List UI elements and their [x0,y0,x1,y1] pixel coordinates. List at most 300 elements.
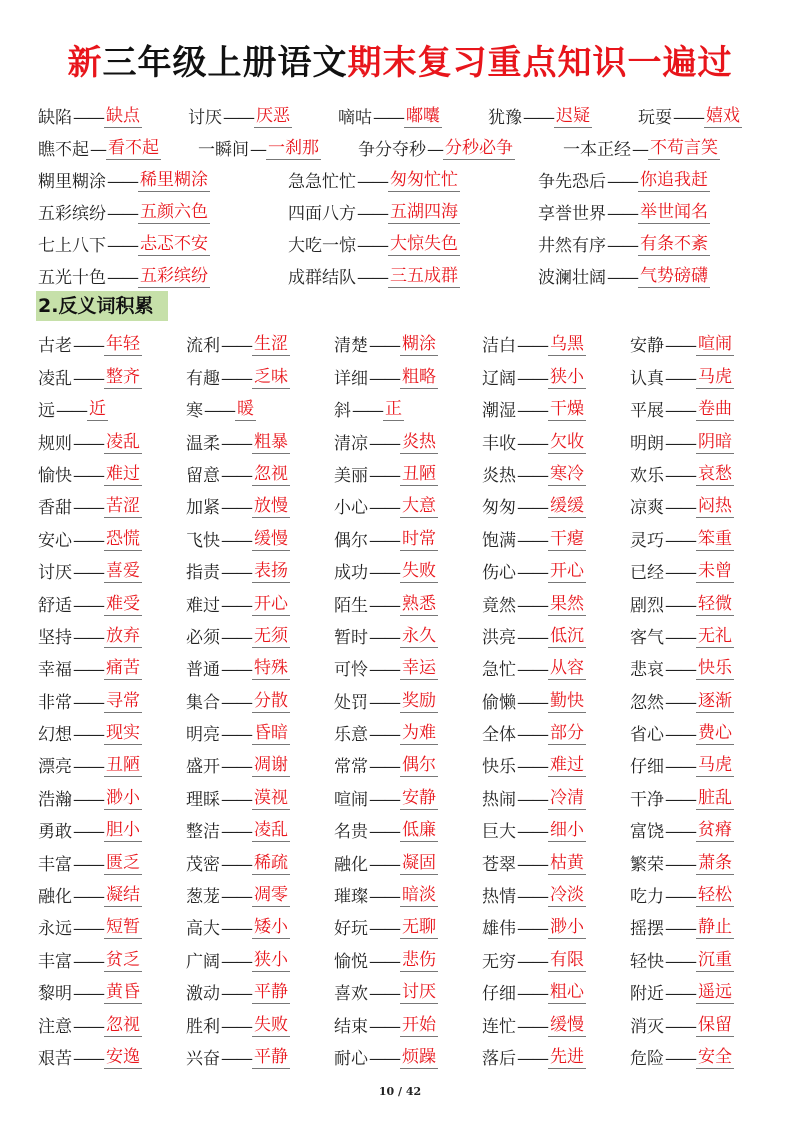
answer-word: 狭小 [252,945,290,972]
answer-word: 粗暴 [252,427,290,454]
answer-word: 痛苦 [104,653,142,680]
dash-separator: —— [665,465,695,486]
word: 热情 [482,887,516,908]
word: 指责 [186,563,220,584]
answer-word: 平静 [252,1042,290,1069]
word: 理睬 [186,789,220,810]
answer-word: 缓缓 [548,491,586,518]
word-pair [186,589,334,616]
dash-separator: —— [357,268,387,288]
word: 有趣 [186,368,220,389]
word-pair [334,556,482,583]
antonyms-row [38,680,778,712]
word-pair [482,589,630,616]
word: 成群结队 [288,268,356,288]
answer-word: 年轻 [104,329,142,356]
word: 清凉 [334,433,368,454]
word-pair [338,101,488,128]
antonyms-row [38,648,778,680]
answer-word: 无聊 [400,912,438,939]
word-pair [334,1042,482,1069]
word: 富饶 [630,822,664,843]
answer-word: 暖 [235,394,256,421]
dash-separator: —— [73,789,103,810]
word-pair [186,977,334,1004]
word: 繁荣 [630,854,664,875]
dash-separator: —— [221,1016,251,1037]
answer-word: 贫瘠 [696,815,734,842]
answer-word: 凌乱 [104,427,142,454]
word-pair [288,197,538,224]
word-pair [563,133,778,160]
answer-word: 马虎 [696,362,734,389]
word: 干净 [630,789,664,810]
answer-word: 矮小 [252,912,290,939]
dash-separator: —— [221,368,251,389]
word-pair [482,329,630,356]
dash-separator: —— [221,757,251,778]
word: 悲哀 [630,660,664,681]
word: 偷懒 [482,692,516,713]
answer-word: 无礼 [696,621,734,648]
answer-word: 缓慢 [252,524,290,551]
word-pair [630,1042,778,1069]
antonyms-row [38,518,778,550]
word-pair [186,1042,334,1069]
answer-word: 凝固 [400,848,438,875]
word-pair [482,653,630,680]
word: 讨厌 [188,108,222,128]
answer-word: 低廉 [400,815,438,842]
word: 仔细 [630,757,664,778]
answer-word: 平静 [252,977,290,1004]
word-pair [482,912,630,939]
word-pair [482,556,630,583]
word: 丰富 [38,854,72,875]
answer-word: 欠收 [548,427,586,454]
dash-separator: —— [221,692,251,713]
dash-separator: —— [73,1048,103,1069]
word-pair [482,977,630,1004]
answer-word: 凋零 [252,880,290,907]
word-pair [482,621,630,648]
dash-separator: —— [517,401,547,422]
word: 艰苦 [38,1048,72,1069]
word-pair [630,912,778,939]
word-pair [38,133,198,160]
word-pair [38,101,188,128]
word-pair [630,394,778,421]
answer-word: 渺小 [104,783,142,810]
dash-separator: —— [517,887,547,908]
word: 辽阔 [482,368,516,389]
word-pair [38,783,186,810]
word-pair [186,524,334,551]
answer-word: 粗心 [548,977,586,1004]
answer-word: 有条不紊 [638,229,710,256]
word: 规则 [38,433,72,454]
answer-word: 匮乏 [104,848,142,875]
word: 嘀咕 [338,108,372,128]
dash-separator: —— [517,627,547,648]
word-pair [38,718,186,745]
word-pair [630,750,778,777]
word: 明朗 [630,433,664,454]
word: 一本正经 [563,140,631,160]
dash-separator: —— [73,660,103,681]
word-pair [186,362,334,389]
synonyms-row [38,96,778,128]
word: 享誉世界 [538,204,606,224]
dash-separator: —— [73,984,103,1005]
dash-separator: —— [523,108,553,128]
answer-word: 安全 [696,1042,734,1069]
dash-separator: —— [665,1016,695,1037]
dash-separator: —— [221,660,251,681]
antonyms-row [38,356,778,388]
dash-separator: —— [517,951,547,972]
dash-separator: —— [369,530,399,551]
word: 美丽 [334,465,368,486]
word: 可怜 [334,660,368,681]
word-pair [334,394,482,421]
word-pair [38,491,186,518]
dash-separator: —— [107,236,137,256]
word: 注意 [38,1016,72,1037]
answer-word: 你追我赶 [638,165,710,192]
dash-separator: — [90,140,105,160]
antonyms-row [38,454,778,486]
antonyms-row [38,616,778,648]
answer-word: 狭小 [548,362,586,389]
dash-separator: —— [665,1048,695,1069]
word: 葱茏 [186,887,220,908]
dash-separator: —— [73,498,103,519]
word-pair [630,524,778,551]
dash-separator: —— [517,757,547,778]
dash-separator: —— [517,725,547,746]
word-pair [38,524,186,551]
answer-word: 喜爱 [104,556,142,583]
word-pair [482,686,630,713]
word: 凉爽 [630,498,664,519]
answer-word: 低沉 [548,621,586,648]
dash-separator: —— [73,530,103,551]
word-pair [334,750,482,777]
dash-separator: —— [369,822,399,843]
answer-word: 整齐 [104,362,142,389]
word-pair [630,945,778,972]
dash-separator: —— [517,692,547,713]
dash-separator: —— [665,854,695,875]
word-pair [38,1042,186,1069]
answer-word: 勤快 [548,686,586,713]
answer-word: 闷热 [696,491,734,518]
word: 普通 [186,660,220,681]
dash-separator: —— [73,887,103,908]
word-pair [334,815,482,842]
word-pair [334,524,482,551]
dash-separator: —— [73,336,103,357]
dash-separator: —— [221,854,251,875]
word: 愉快 [38,465,72,486]
word: 勇敢 [38,822,72,843]
dash-separator: —— [665,627,695,648]
word-pair [38,197,288,224]
dash-separator: —— [369,789,399,810]
word-pair [38,621,186,648]
answer-word: 无须 [252,621,290,648]
word: 成功 [334,563,368,584]
dash-separator: — [632,140,647,160]
answer-word: 奖励 [400,686,438,713]
word: 愉悦 [334,951,368,972]
word: 加紧 [186,498,220,519]
word: 欢乐 [630,465,664,486]
word-pair [334,589,482,616]
dash-separator: —— [357,204,387,224]
word: 远 [38,401,55,422]
answer-word: 枯黄 [548,848,586,875]
dash-separator: —— [369,854,399,875]
answer-word: 失败 [400,556,438,583]
word: 融化 [38,887,72,908]
answer-word: 萧条 [696,848,734,875]
word: 已经 [630,563,664,584]
word-pair [288,229,538,256]
dash-separator: —— [223,108,253,128]
word-pair [186,394,334,421]
word: 忽然 [630,692,664,713]
word: 凌乱 [38,368,72,389]
antonyms-row [38,1037,778,1069]
dash-separator: —— [73,951,103,972]
word-pair [38,427,186,454]
answer-word: 正 [383,394,404,421]
word: 认真 [630,368,664,389]
word: 胜利 [186,1016,220,1037]
answer-word: 生涩 [252,329,290,356]
word: 璀璨 [334,887,368,908]
answer-word: 寒冷 [548,459,586,486]
word: 竟然 [482,595,516,616]
answer-word: 现实 [104,718,142,745]
title-part-3: 期末复习重点知识一遍过 [347,43,733,83]
word: 炎热 [482,465,516,486]
word: 缺陷 [38,108,72,128]
dash-separator: —— [517,563,547,584]
answer-word: 未曾 [696,556,734,583]
word-pair [334,653,482,680]
dash-separator: —— [665,789,695,810]
answer-word: 糊涂 [400,329,438,356]
word: 古老 [38,336,72,357]
antonyms-row [38,777,778,809]
dash-separator: —— [607,268,637,288]
answer-word: 开心 [548,556,586,583]
dash-separator: —— [73,692,103,713]
answer-word: 熟悉 [400,589,438,616]
answer-word: 难受 [104,589,142,616]
word-pair [38,329,186,356]
answer-word: 干瘪 [548,524,586,551]
word-pair [630,556,778,583]
word: 危险 [630,1048,664,1069]
word: 匆匆 [482,498,516,519]
word-pair [538,229,778,256]
word: 好玩 [334,919,368,940]
word: 集合 [186,692,220,713]
answer-word: 稀疏 [252,848,290,875]
dash-separator: —— [56,401,86,422]
dash-separator: —— [221,919,251,940]
word-pair [38,880,186,907]
word: 附近 [630,984,664,1005]
page-number: 10 / 42 [378,1085,422,1098]
word-pair [38,1010,186,1037]
answer-word: 匆匆忙忙 [388,165,460,192]
word-pair [482,848,630,875]
dash-separator: —— [665,563,695,584]
word-pair [186,459,334,486]
word-pair [38,394,186,421]
dash-separator: —— [665,725,695,746]
answer-word: 逐渐 [696,686,734,713]
word: 香甜 [38,498,72,519]
word-pair [630,718,778,745]
word: 清楚 [334,336,368,357]
dash-separator: —— [73,822,103,843]
word: 喜欢 [334,984,368,1005]
word-pair [334,491,482,518]
word: 犹豫 [488,108,522,128]
dash-separator: —— [607,172,637,192]
answer-word: 开心 [252,589,290,616]
dash-separator: —— [73,919,103,940]
answer-word: 丑陋 [104,750,142,777]
dash-separator: —— [73,595,103,616]
word-pair [482,362,630,389]
answer-word: 举世闻名 [638,197,710,224]
antonym-list [38,324,778,1069]
dash-separator: —— [665,498,695,519]
word: 安心 [38,530,72,551]
word-pair [482,1042,630,1069]
answer-word: 干燥 [548,394,586,421]
word: 苍翠 [482,854,516,875]
answer-word: 苦涩 [104,491,142,518]
dash-separator: —— [221,433,251,454]
word: 处罚 [334,692,368,713]
dash-separator: —— [665,692,695,713]
title-part-1: 新 [67,43,103,83]
answer-word: 部分 [548,718,586,745]
word: 寒 [186,401,203,422]
dash-separator: —— [204,401,234,422]
dash-separator: —— [221,627,251,648]
dash-separator: —— [517,530,547,551]
answer-word: 冷清 [548,783,586,810]
answer-word: 黄昏 [104,977,142,1004]
word-pair [186,1010,334,1037]
dash-separator: —— [665,401,695,422]
word-pair [630,880,778,907]
word-pair [630,783,778,810]
word-pair [630,848,778,875]
answer-word: 忽视 [252,459,290,486]
word-pair [186,427,334,454]
word: 丰富 [38,951,72,972]
word: 吃力 [630,887,664,908]
word: 糊里糊涂 [38,172,106,192]
dash-separator: —— [352,401,382,422]
word-pair [38,815,186,842]
antonyms-row [38,810,778,842]
word: 漂亮 [38,757,72,778]
word-pair [288,165,538,192]
answer-word: 看不起 [106,133,161,160]
word-pair [630,589,778,616]
dash-separator: —— [665,595,695,616]
word: 详细 [334,368,368,389]
answer-word: 一刹那 [266,133,321,160]
answer-word: 先进 [548,1042,586,1069]
dash-separator: —— [73,368,103,389]
word-pair [38,686,186,713]
word: 广阔 [186,951,220,972]
dash-separator: —— [221,887,251,908]
dash-separator: —— [517,368,547,389]
answer-word: 气势磅礴 [638,261,710,288]
word-pair [334,912,482,939]
answer-word: 贫乏 [104,945,142,972]
word: 温柔 [186,433,220,454]
word-pair [334,783,482,810]
word: 四面八方 [288,204,356,224]
word-pair [538,165,778,192]
word: 摇摆 [630,919,664,940]
word: 雄伟 [482,919,516,940]
word-pair [186,686,334,713]
word-pair [186,848,334,875]
dash-separator: —— [517,465,547,486]
word: 巨大 [482,822,516,843]
dash-separator: —— [221,595,251,616]
dash-separator: —— [517,595,547,616]
dash-separator: —— [369,465,399,486]
dash-separator: —— [369,368,399,389]
dash-separator: —— [221,530,251,551]
dash-separator: —— [73,627,103,648]
answer-word: 大意 [400,491,438,518]
answer-word: 冷淡 [548,880,586,907]
dash-separator: —— [369,984,399,1005]
word: 轻快 [630,951,664,972]
word-pair [188,101,338,128]
word: 丰收 [482,433,516,454]
dash-separator: —— [517,854,547,875]
answer-word: 嘟囔 [404,101,442,128]
dash-separator: —— [369,595,399,616]
word: 流利 [186,336,220,357]
word: 潮湿 [482,401,516,422]
word-pair [482,491,630,518]
word: 黎明 [38,984,72,1005]
word-pair [38,261,288,288]
word-pair [38,945,186,972]
word: 舒适 [38,595,72,616]
word-pair [630,427,778,454]
